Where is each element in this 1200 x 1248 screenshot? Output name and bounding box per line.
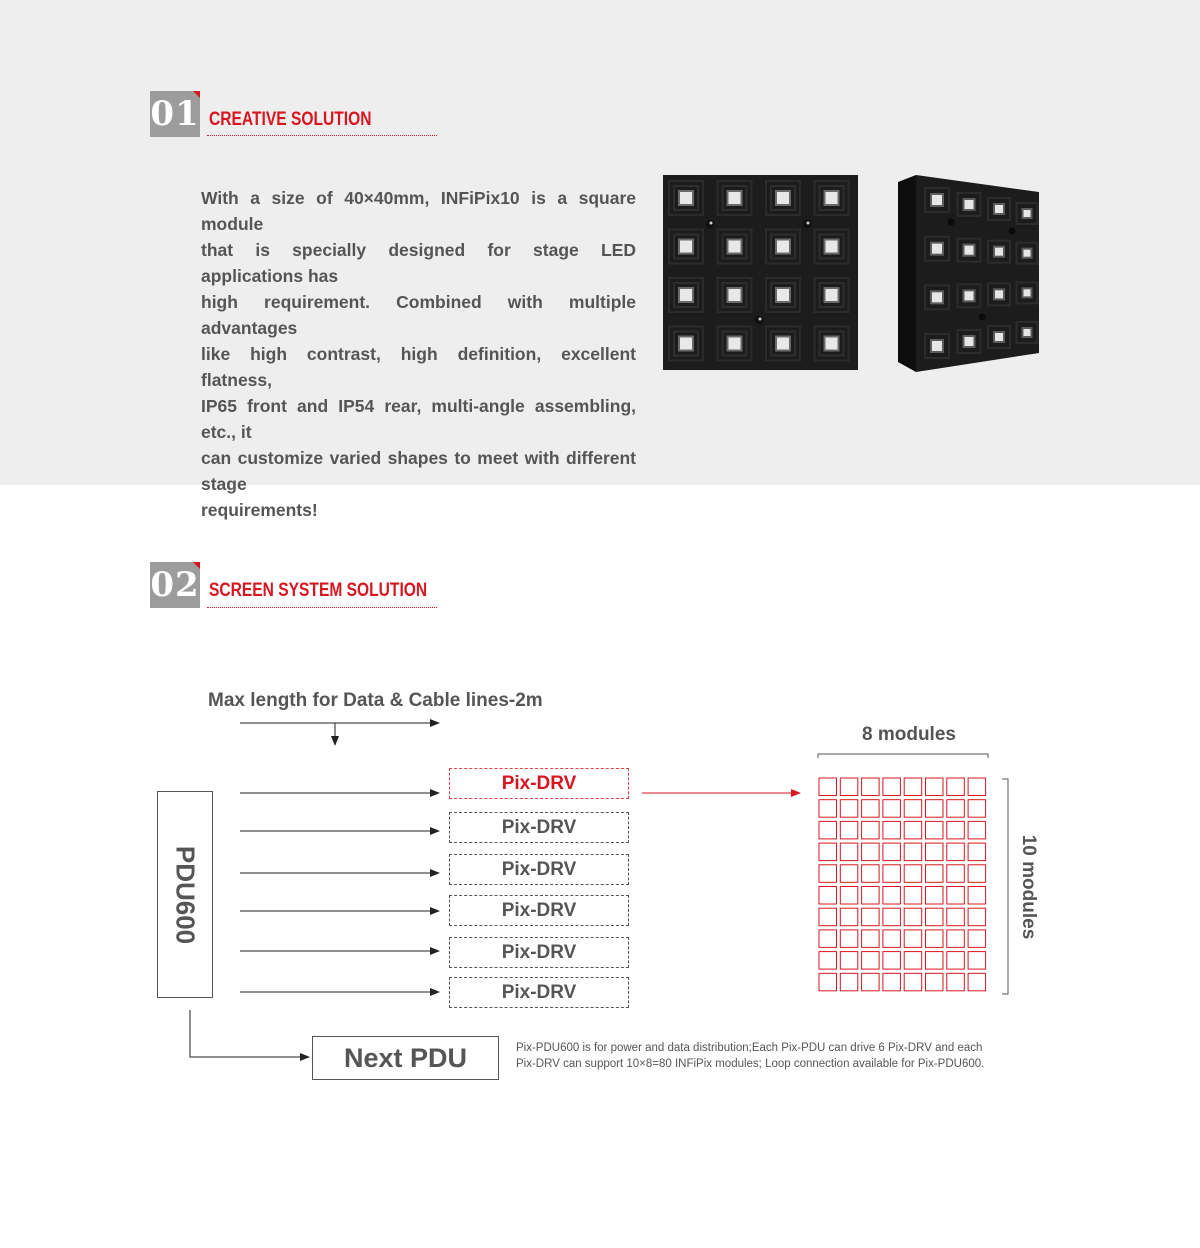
pix-drv-box: Pix-DRV xyxy=(449,937,629,968)
description-line: requirements! xyxy=(201,500,318,520)
module-cell xyxy=(840,821,858,839)
module-cell xyxy=(819,821,837,839)
module-cell xyxy=(840,778,858,796)
module-cell xyxy=(968,908,986,926)
module-cell xyxy=(904,800,922,818)
module-cell xyxy=(862,952,880,970)
module-cell xyxy=(840,973,858,991)
module-cell xyxy=(862,865,880,883)
module-cell xyxy=(883,800,901,818)
module-cell xyxy=(947,908,965,926)
note-line: Pix-PDU600 is for power and data distribution;Each Pix-PDU can drive 6 Pix-DRV and each xyxy=(516,1042,983,1054)
section-number-badge: 02 xyxy=(150,562,200,608)
module-cell xyxy=(904,843,922,861)
module-cell xyxy=(883,821,901,839)
module-cell xyxy=(926,887,944,905)
module-cell xyxy=(883,930,901,948)
module-cell xyxy=(947,800,965,818)
module-cell xyxy=(926,908,944,926)
module-cell xyxy=(926,952,944,970)
pix-drv-box: Pix-DRV xyxy=(449,854,629,885)
note-line: Pix-DRV can support 10×8=80 INFiPix modules; Loop connection available for Pix-PDU600. xyxy=(516,1058,985,1070)
module-cell xyxy=(862,973,880,991)
section-title: SCREEN SYSTEM SOLUTION xyxy=(209,580,428,601)
module-cell xyxy=(904,821,922,839)
module-cell xyxy=(968,865,986,883)
description-line: can customize varied shapes to meet with different stage xyxy=(201,448,636,494)
module-cell xyxy=(819,930,837,948)
description-line: like high contrast, high definition, excellent flatness, xyxy=(201,344,636,390)
module-cell xyxy=(947,973,965,991)
module-cell xyxy=(819,800,837,818)
system-note xyxy=(516,1040,984,1072)
columns-bracket xyxy=(818,754,988,758)
pix-drv-box: Pix-DRV xyxy=(449,977,629,1008)
module-cell xyxy=(819,865,837,883)
module-cell xyxy=(904,865,922,883)
module-cell xyxy=(883,908,901,926)
module-cell xyxy=(883,887,901,905)
module-cell xyxy=(968,952,986,970)
module-cell xyxy=(904,952,922,970)
module-cell xyxy=(904,778,922,796)
module-cell xyxy=(926,800,944,818)
module-cell xyxy=(968,887,986,905)
module-cell xyxy=(968,973,986,991)
module-cell xyxy=(840,887,858,905)
columns-label: 8 modules xyxy=(862,724,956,745)
module-cell xyxy=(862,930,880,948)
module-cell xyxy=(883,778,901,796)
module-cell xyxy=(947,821,965,839)
pix-drv-box: Pix-DRV xyxy=(449,768,629,799)
module-cell xyxy=(968,821,986,839)
module-cell xyxy=(926,821,944,839)
module-cell xyxy=(840,952,858,970)
module-cell xyxy=(904,908,922,926)
module-cell xyxy=(840,930,858,948)
module-cell xyxy=(947,843,965,861)
module-cell xyxy=(947,887,965,905)
module-cell xyxy=(862,843,880,861)
description-line: high requirement. Combined with multiple advantages xyxy=(201,292,636,338)
module-cell xyxy=(883,973,901,991)
module-cell xyxy=(883,843,901,861)
module-cell xyxy=(883,952,901,970)
module-cell xyxy=(904,930,922,948)
module-cell xyxy=(819,778,837,796)
module-cell xyxy=(840,843,858,861)
max-length-label: Max length for Data & Cable lines-2m xyxy=(208,690,543,711)
module-cell xyxy=(819,843,837,861)
next-pdu-arrow xyxy=(190,1010,309,1057)
description-line: that is specially designed for stage LED applications has xyxy=(201,240,636,286)
section-title: CREATIVE SOLUTION xyxy=(209,109,372,130)
module-cell xyxy=(904,973,922,991)
module-cell xyxy=(968,843,986,861)
rows-bracket xyxy=(1002,779,1008,994)
module-cell xyxy=(819,908,837,926)
module-cell xyxy=(968,930,986,948)
module-cell xyxy=(862,778,880,796)
pix-drv-box: Pix-DRV xyxy=(449,812,629,843)
description-line: IP65 front and IP54 rear, multi-angle assembling, etc., it xyxy=(201,396,636,442)
module-cell xyxy=(947,865,965,883)
module-cell xyxy=(926,865,944,883)
module-cell xyxy=(904,887,922,905)
pix-drv-box: Pix-DRV xyxy=(449,895,629,926)
module-cell xyxy=(862,887,880,905)
module-cell xyxy=(819,952,837,970)
pdu600-label: PDU600 xyxy=(170,845,201,945)
module-cell xyxy=(968,778,986,796)
module-cell xyxy=(947,930,965,948)
module-cell xyxy=(862,821,880,839)
module-cell xyxy=(840,908,858,926)
module-cell xyxy=(862,800,880,818)
module-cell xyxy=(968,800,986,818)
module-cell xyxy=(819,973,837,991)
module-cell xyxy=(819,887,837,905)
module-cell xyxy=(926,973,944,991)
section-number-badge: 01 xyxy=(150,91,200,137)
rows-label: 10 modules xyxy=(1018,834,1039,940)
module-cell xyxy=(926,778,944,796)
next-pdu-box: Next PDU xyxy=(312,1036,499,1080)
module-cell xyxy=(947,778,965,796)
module-cell xyxy=(840,800,858,818)
description-line: With a size of 40×40mm, INFiPix10 is a square module xyxy=(201,188,636,234)
module-cell xyxy=(926,930,944,948)
module-cell xyxy=(840,865,858,883)
module-cell xyxy=(883,865,901,883)
module-cell xyxy=(926,843,944,861)
module-cell xyxy=(862,908,880,926)
module-cell xyxy=(947,952,965,970)
